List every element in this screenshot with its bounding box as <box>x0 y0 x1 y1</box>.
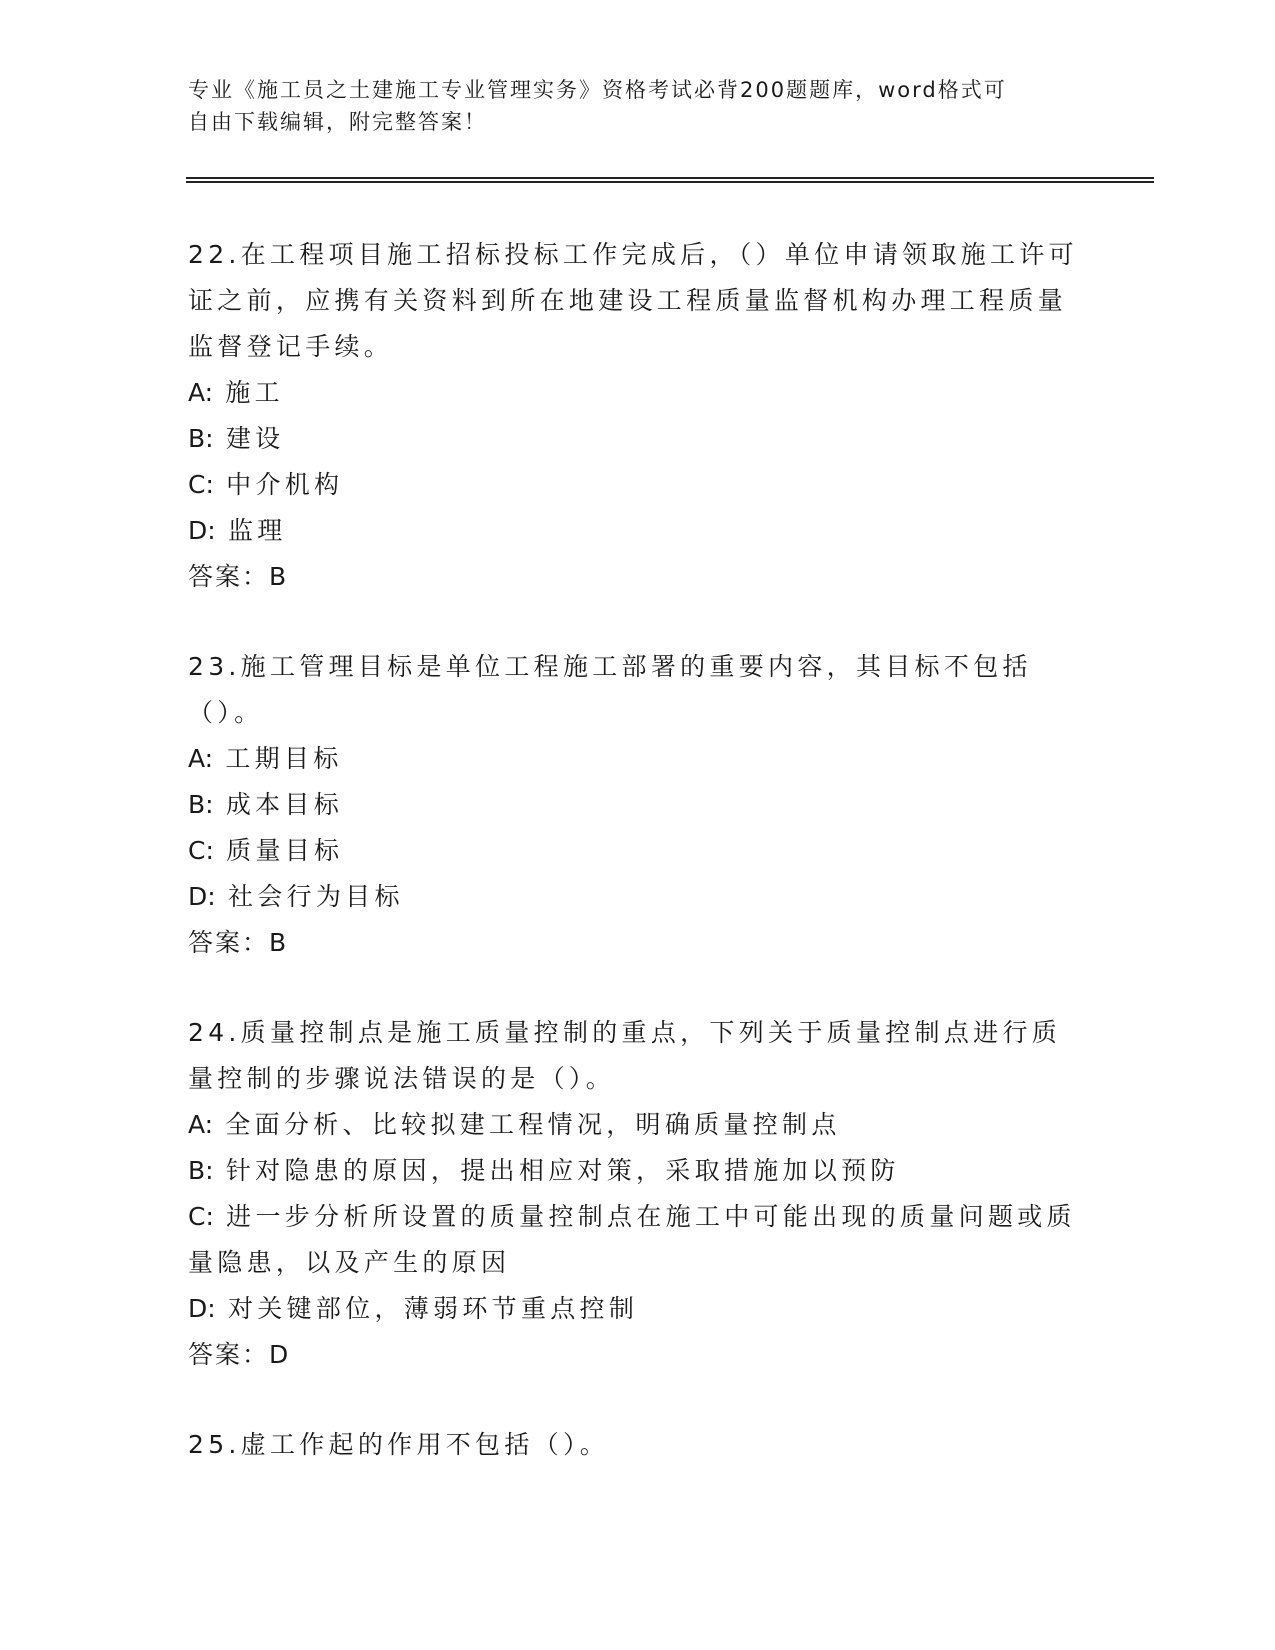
option-c <box>188 462 1088 508</box>
option-key: A: <box>188 744 214 773</box>
option-key: D: <box>188 1294 216 1323</box>
answer-line: 答案：B <box>188 562 289 591</box>
option-key: A: <box>188 378 214 407</box>
question-23 <box>188 644 1088 966</box>
option-d <box>188 508 1088 554</box>
option-text: 对关键部位，薄弱环节重点控制 <box>227 1294 639 1323</box>
question-stem: 23.施工管理目标是单位工程施工部署的重要内容，其目标不包括（）。 <box>188 652 1032 727</box>
option-text: 施工 <box>225 378 284 407</box>
option-key: B: <box>188 1156 214 1185</box>
question-stem: 22.在工程项目施工招标投标工作完成后，（）单位申请领取施工许可证之前，应携有关资料到所在地建设工程质量监督机构办理工程质量监督登记手续。 <box>188 240 1078 361</box>
header-divider <box>186 177 1154 183</box>
question-stem: 25.虚工作起的作用不包括（）。 <box>188 1430 610 1459</box>
document-header <box>188 74 1088 138</box>
option-text: 建设 <box>225 424 285 453</box>
question-list <box>188 232 1088 1512</box>
option-c <box>188 1194 1088 1286</box>
answer-line: 答案：D <box>188 1340 291 1369</box>
option-key: B: <box>188 424 214 453</box>
header-title-line-2: 自由下载编辑，附完整答案！ <box>188 110 487 134</box>
option-c <box>188 828 1088 874</box>
option-d <box>188 874 1088 920</box>
option-key: C: <box>188 1202 214 1231</box>
option-key: D: <box>188 882 216 911</box>
option-b <box>188 416 1088 462</box>
answer-line: 答案：B <box>188 928 289 957</box>
question-stem: 24.质量控制点是施工质量控制的重点，下列关于质量控制点进行质量控制的步骤说法错误的是（）。 <box>188 1018 1062 1093</box>
option-b <box>188 782 1088 828</box>
option-text: 监理 <box>227 516 287 545</box>
header-title-line-1: 专业《施工员之土建施工专业管理实务》资格考试必背200题题库，word格式可 <box>188 78 1007 102</box>
option-text: 工期目标 <box>225 744 343 773</box>
option-a <box>188 736 1088 782</box>
option-text: 全面分析、比较拟建工程情况，明确质量控制点 <box>225 1110 841 1139</box>
question-24 <box>188 1010 1088 1378</box>
option-key: B: <box>188 790 214 819</box>
option-key: C: <box>188 836 214 865</box>
option-a <box>188 370 1088 416</box>
question-22 <box>188 232 1088 600</box>
question-25 <box>188 1422 1088 1468</box>
option-text: 成本目标 <box>225 790 344 819</box>
option-text: 进一步分析所设置的质量控制点在施工中可能出现的质量问题或质量隐患，以及产生的原因 <box>188 1202 1076 1277</box>
option-text: 社会行为目标 <box>227 882 404 911</box>
option-b <box>188 1148 1088 1194</box>
option-text: 中介机构 <box>226 470 344 499</box>
option-d <box>188 1286 1088 1332</box>
option-key: A: <box>188 1110 214 1139</box>
option-text: 针对隐患的原因，提出相应对策，采取措施加以预防 <box>225 1156 900 1185</box>
option-text: 质量目标 <box>226 836 344 865</box>
option-key: D: <box>188 516 216 545</box>
option-a <box>188 1102 1088 1148</box>
option-key: C: <box>188 470 214 499</box>
